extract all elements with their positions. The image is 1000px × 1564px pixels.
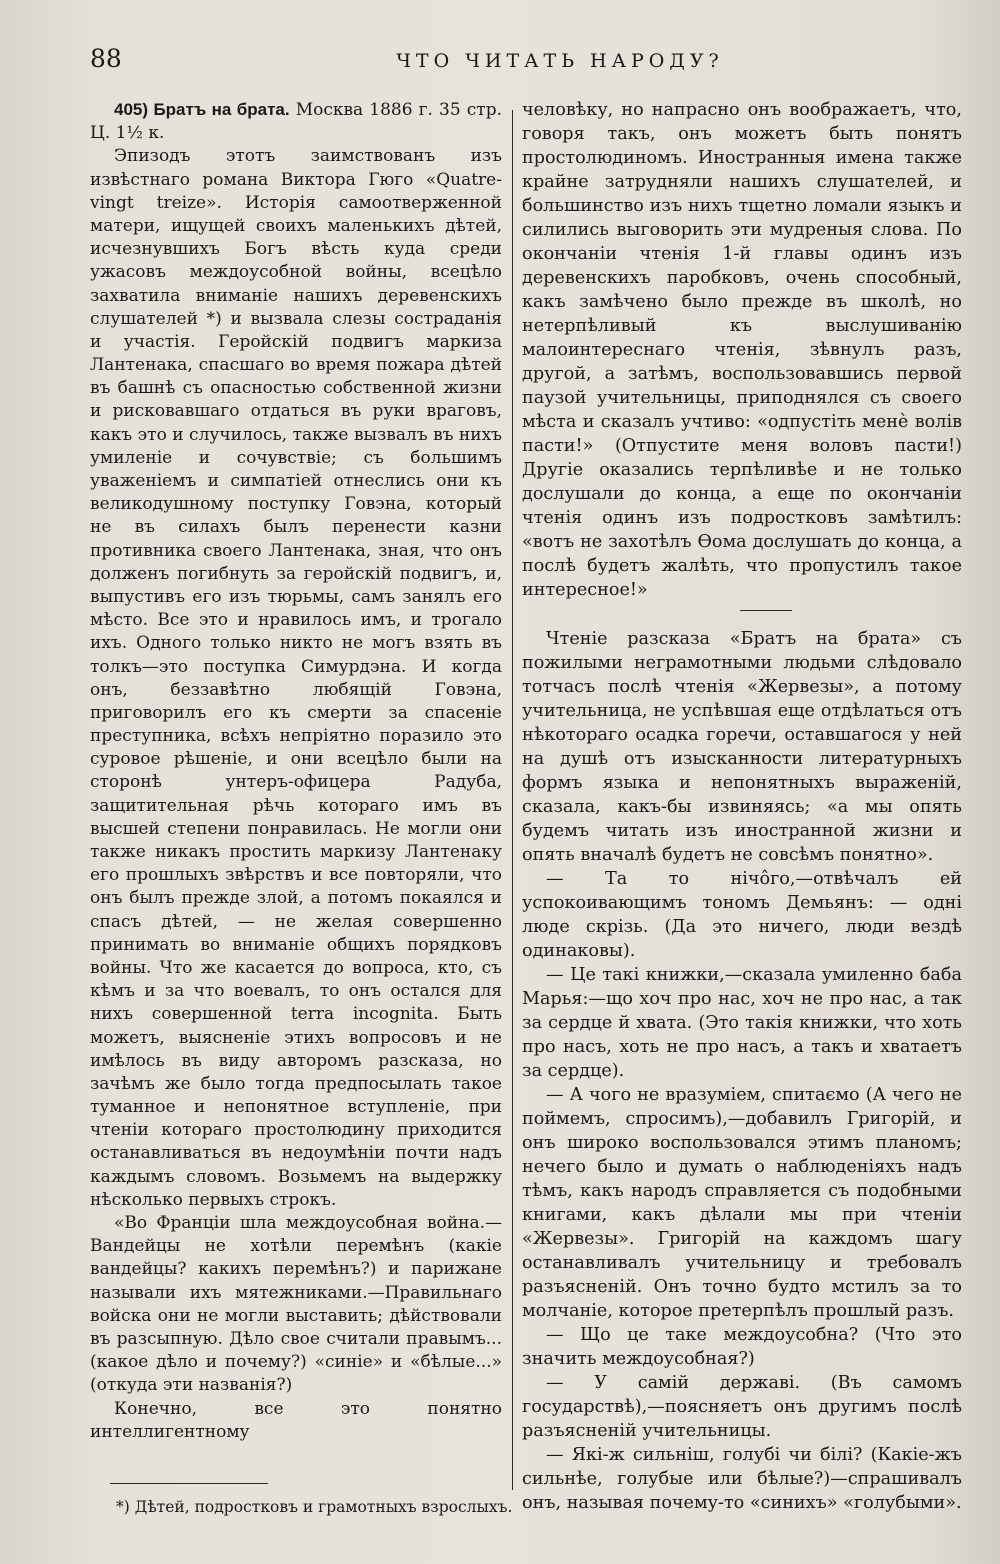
right-column [522,98,962,1515]
paragraph: Чтеніе разсказа «Братъ на брата» съ пожилыми неграмотными людьми слѣдовало тотчасъ послѣ чтенія «Жервезы», а потому учительница, не успѣвшая еще отдѣлаться отъ нѣкотораго осадка горечи, оставшагося у ней на душѣ отъ изысканности литературныхъ формъ языка и непонятныхъ выраженій, сказала, какъ-бы извиняясь; «а мы опять будемъ читать изъ иностранной жизни и опять вначалѣ будетъ не совсѣмъ понятно». [522,629,962,865]
paragraph: — Та то нічôго,—отвѣчалъ ей успокоивающимъ тономъ Демьянъ: — одні люде скрізь. (Да это ничего, люди вездѣ одинаковы). [522,869,962,961]
footnote: *) Дѣтей, подростковъ и грамотныхъ взрослыхъ. [116,1498,513,1516]
column-divider [512,110,513,1490]
quote-paragraph: «Во Франціи шла междоусобная война.— Вандейцы не хотѣли перемѣнъ (какіе вандейцы? какихъ перемѣнъ?) и парижане называли ихъ мятежниками.—Правильнаго войска они не могли выставить; дѣйствовали въ разсыпную. Дѣло свое считали правымъ... (какое дѣло и почему?) «синіе» и «бѣлые...» (откуда эти названія?) [90,1213,502,1396]
paragraph: Эпизодъ этотъ заимствованъ изъ извѣстнаго романа Виктора Гюго «Quatre-vingt treize». Исторія самоотверженной матери, ищущей своихъ маленькихъ дѣтей, исчезнувшихъ Богъ вѣсть куда среди ужасовъ междоусобной войны, всецѣло захватила вниманіе нашихъ деревенскихъ слушателей *) и вызвала слезы состраданія и участія. Геройскій подвигъ маркиза Лантенака, спасшаго во время пожара дѣтей въ башнѣ съ опасностью собственной жизни и рисковавшаго отдаться въ руки враговъ, какъ это и случилось, также вызвалъ въ нихъ умиленіе и сочувствіе; съ большимъ уваженіемъ и симпатіей отнеслись они къ великодушному поступку Говэна, который не въ силахъ былъ перенести казни противника своего Лантенака, зная, что онъ долженъ погибнуть за геройскій подвигъ, и, выпустивъ его изъ тюрьмы, самъ занялъ его мѣсто. Все это и нравилось имъ, и трогало ихъ. Одного только никто не могъ взять въ толкъ—это поступка Симурдэна. И когда онъ, беззавѣтно любящій Говэна, приговорилъ его къ смерти за спасеніе преступника, всѣхъ непріятно поразило это суровое рѣшеніе, и они всецѣло были на сторонѣ унтеръ-офицера Радуба, защитительная рѣчь котораго имъ въ высшей степени понравилась. Не могли они также никакъ простить маркизу Лантенаку его прошлыхъ звѣрствъ и все повторяли, что онъ былъ прежде злой, а потомъ покаялся и спасъ дѣтей, — не желая совершенно принимать во вниманіе общихъ порядковъ войны. Что же касается до вопроса, кто, съ кѣмъ и за что воевалъ, то онъ остался для нихъ совершенной terra incognita. Быть можетъ, выясненіе этихъ вопросовъ и не имѣлось въ виду авторомъ разсказа, но зачѣмъ же было тогда предпосылать такое туманное и непонятное вступленіе, при чтеніи котораго простолюдину приходится останавливаться въ недоумѣніи почти надъ каждымъ словомъ. Возьмемъ на выдержку нѣсколько первыхъ строкъ. [90,146,502,1210]
entry-title: 405) Братъ на брата. [114,100,290,119]
paragraph: — А чого не вразуміем, спитаємо (А чего не поймемъ, спросимъ),—добавилъ Григорій, и онъ широко воспользовался этимъ планомъ; нечего было и думать о наблюденіяхъ надъ тѣмъ, какъ народъ справляется съ подобными книгами, какъ дѣлали мы при чтеніи «Жервезы». Григорій на каждомъ шагу останавливалъ учительницу и требовалъ разъясненій. Онъ точно будто мстилъ за то молчаніе, которое претерпѣлъ прошлый разъ. [522,1085,962,1321]
paragraph: — У самій державі. (Въ самомъ государствѣ),—поясняетъ онъ другимъ послѣ разъясненій учительницы. [522,1373,962,1441]
left-column [90,98,502,1444]
paragraph: — Що це таке междоусобна? (Что это значить междоусобная?) [522,1325,962,1369]
entry-heading [90,98,502,145]
paragraph: человѣку, но напрасно онъ воображаетъ, что, говоря такъ, онъ можетъ быть понятъ простолюдиномъ. Иностранныя имена также крайне затрудняли нашихъ слушателей, и большинство изъ нихъ тщетно ломали языкъ и силились выговорить эти мудреныя слова. По окончаніи чтенія 1-й главы одинъ изъ деревенскихъ паробковъ, очень способный, какъ замѣчено было прежде въ школѣ, но нетерпѣливый къ выслушиванію малоинтереснаго чтенія, зѣвнулъ разъ, другой, а затѣмъ, воспользовавшись первой паузой учительницы, приподнялся съ своего мѣста и сказалъ учтиво: «одпустіть менѐ волів пасти!» (Отпустите меня воловъ пасти!) Другіе оказались терпѣливѣе и не только дослушали до конца, а еще по окончаніи чтенія одинъ изъ подростковъ замѣтилъ: «вотъ не захотѣлъ Ѳома дослушать до конца, а послѣ будетъ жалѣть, что пропустилъ такое интересное!» [522,100,962,600]
running-title: ЧТО ЧИТАТЬ НАРОДУ? [396,50,724,72]
paragraph: Конечно, все это понятно интеллигентному [90,1398,502,1442]
entry-meta: Москва 1886 г. 35 стр. Ц. 1½ к. [90,100,502,144]
paragraph: — Це такі книжки,—сказала умиленно баба Марья:—що хоч про нас, хоч не про нас, а так за сердце й хвата. (Это такія книжки, что хоть про насъ, хоть не про насъ, а такъ и хватаетъ за сердце). [522,965,962,1081]
paragraph: — Які-ж сильніш, голубі чи білі? (Какіе-жъ сильнѣе, голубые или бѣлые?)—спрашивалъ онъ, называя почему-то «синихъ» «голубыми». [522,1445,962,1513]
page-number: 88 [90,44,122,73]
section-separator [522,602,962,627]
page-header [90,44,970,84]
footnote-rule [110,1483,268,1484]
